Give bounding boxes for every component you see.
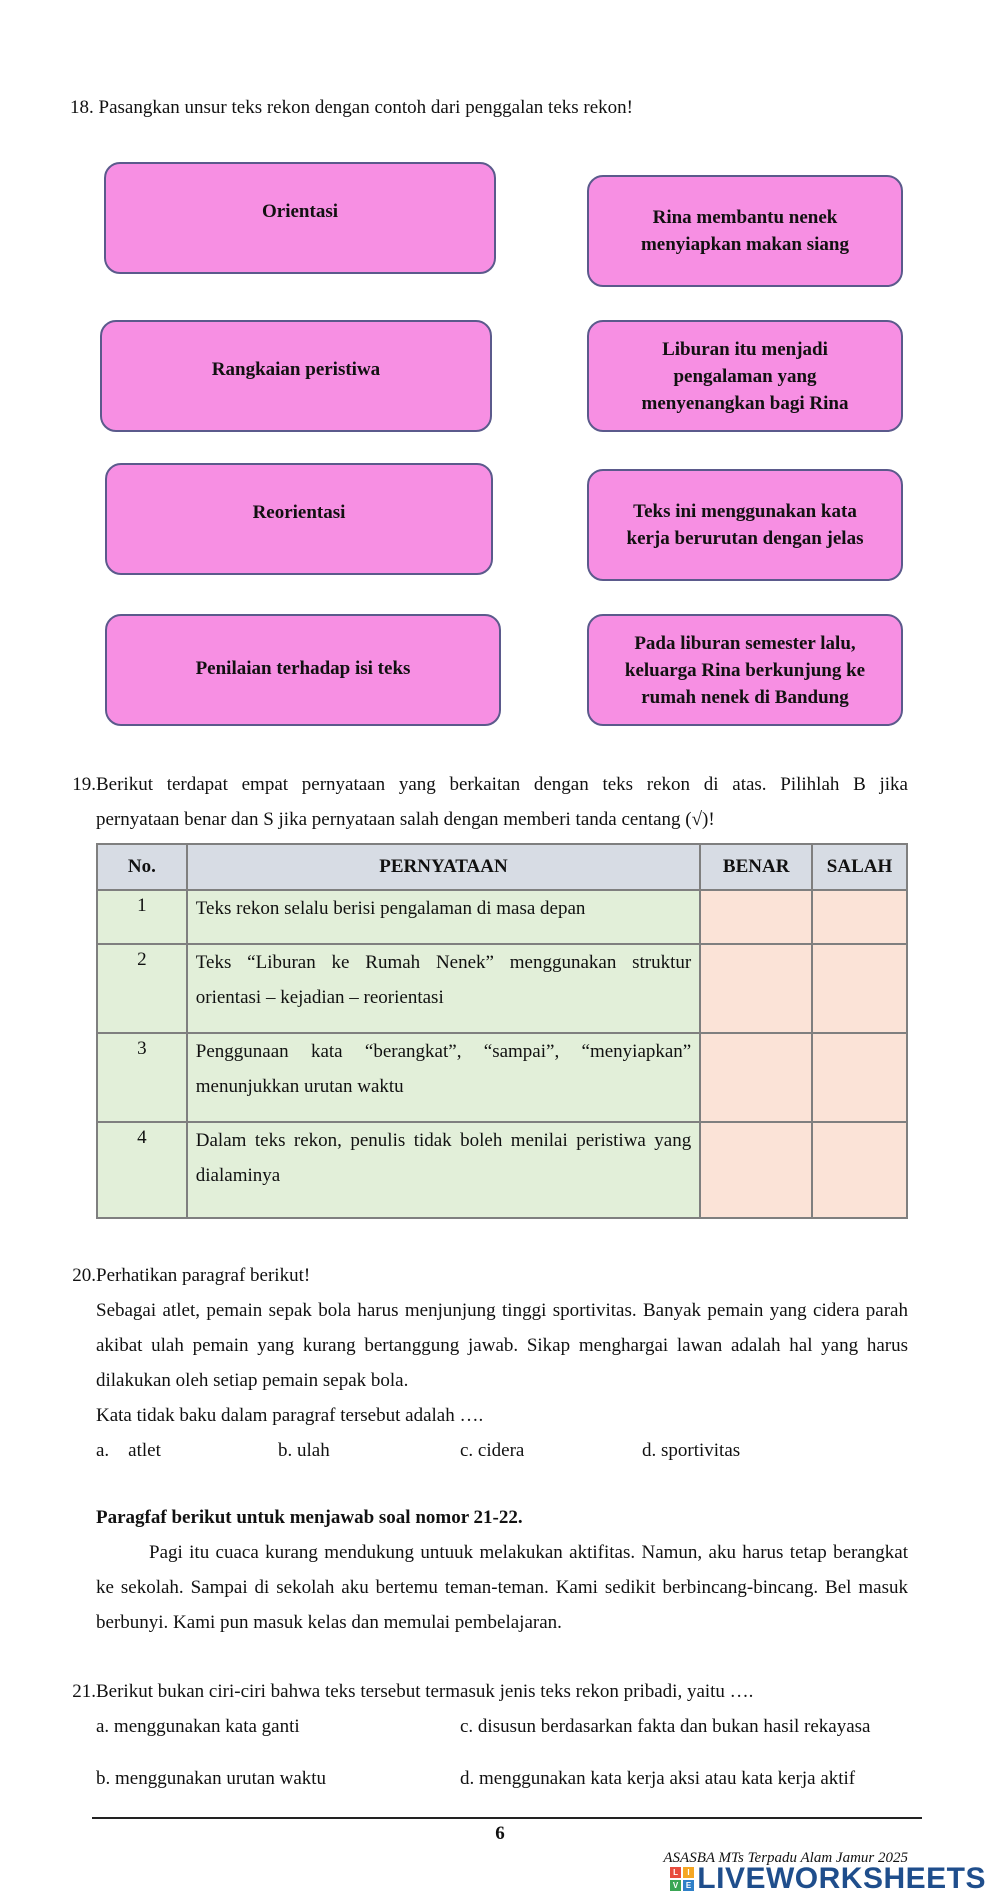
header-statement: PERNYATAAN <box>187 844 700 890</box>
option-b[interactable]: b. ulah <box>278 1440 330 1461</box>
row-statement: Teks rekon selalu berisi pengalaman di masa depan <box>187 890 700 944</box>
question-20 <box>62 1258 908 1468</box>
match-left-penilaian[interactable]: Penilaian terhadap isi teks <box>105 614 501 726</box>
options-row <box>96 1433 908 1468</box>
match-left-rangkaian-peristiwa[interactable]: Rangkaian peristiwa <box>100 320 492 432</box>
header-salah: SALAH <box>812 844 907 890</box>
passage-heading: Paragfaf berikut untuk menjawab soal nomor 21-22. <box>96 1507 523 1528</box>
brand-name: LIVEWORKSHEETS <box>697 1862 986 1895</box>
salah-cell[interactable] <box>812 1033 907 1122</box>
question-prompt: Pasangkan unsur teks rekon dengan contoh dari penggalan teks rekon! <box>98 97 633 118</box>
salah-cell[interactable] <box>812 890 907 944</box>
row-statement: Teks “Liburan ke Rumah Nenek” menggunakan struktur orientasi – kejadian – reorientasi <box>187 944 700 1033</box>
question-21 <box>62 1674 908 1794</box>
question-18 <box>70 90 633 125</box>
option-c[interactable]: c. cidera <box>460 1440 525 1461</box>
logo-letter: L <box>670 1867 681 1878</box>
question-number: 21. <box>72 1681 96 1702</box>
paragraph: Sebagai atlet, pemain sepak bola harus menjunjung tinggi sportivitas. Banyak pemain yang cidera parah akibat ulah pemain yang kurang bertanggung jawab. Sikap menghargai lawan adalah hal yang harus dilakukan oleh setiap pemain sepak bola. <box>96 1300 908 1391</box>
question-19 <box>62 767 908 837</box>
option-a[interactable]: a. atlet <box>96 1440 161 1461</box>
question-number: 19. <box>72 774 96 795</box>
benar-cell[interactable] <box>700 1033 812 1122</box>
table-row <box>97 1122 907 1218</box>
salah-cell[interactable] <box>812 1122 907 1218</box>
logo-letter: V <box>670 1880 681 1891</box>
header-benar: BENAR <box>700 844 812 890</box>
table-header-row <box>97 844 907 890</box>
row-number: 3 <box>97 1033 187 1122</box>
row-number: 4 <box>97 1122 187 1218</box>
option-d[interactable]: d. sportivitas <box>642 1440 741 1461</box>
match-right-4[interactable]: Pada liburan semester lalu, keluarga Rina berkunjung ke rumah nenek di Bandung <box>587 614 903 726</box>
table-row <box>97 1033 907 1122</box>
benar-cell[interactable] <box>700 1122 812 1218</box>
school-footer: ASASBA MTs Terpadu Alam Jamur 2025 <box>663 1850 908 1866</box>
benar-cell[interactable] <box>700 944 812 1033</box>
passage-text: Pagi itu cuaca kurang mendukung untuuk melakukan aktifitas. Namun, aku harus tetap berangkat ke sekolah. Sampai di sekolah aku bertemu teman-teman. Kami sedikit berbincang-bincang. Bel masuk berbunyi. Kami pun masuk kelas dan memulai pembelajaran. <box>96 1542 908 1633</box>
row-number: 1 <box>97 890 187 944</box>
page-number: 6 <box>495 1823 505 1844</box>
table-row <box>97 944 907 1033</box>
footer-divider <box>92 1817 922 1819</box>
salah-cell[interactable] <box>812 944 907 1033</box>
statement-table <box>96 843 908 1219</box>
question-prompt: Berikut bukan ciri-ciri bahwa teks tersebut termasuk jenis teks rekon pribadi, yaitu …. <box>96 1681 754 1702</box>
live-logo-icon <box>670 1867 694 1891</box>
row-statement: Dalam teks rekon, penulis tidak boleh menilai peristiwa yang dialaminya <box>187 1122 700 1218</box>
benar-cell[interactable] <box>700 890 812 944</box>
question-prompt-line1: Berikut terdapat empat pernyataan yang berkaitan dengan teks rekon di atas. Pilihlah B jika <box>96 774 908 795</box>
question-number: 18. <box>70 97 94 118</box>
row-statement: Penggunaan kata “berangkat”, “sampai”, “menyiapkan” menunjukkan urutan waktu <box>187 1033 700 1122</box>
option-b[interactable]: b. menggunakan urutan waktu <box>96 1768 327 1789</box>
question-text: Kata tidak baku dalam paragraf tersebut adalah …. <box>96 1405 484 1426</box>
question-prompt: Perhatikan paragraf berikut! <box>96 1265 311 1286</box>
option-d[interactable]: d. menggunakan kata kerja aksi atau kata kerja aktif <box>460 1768 856 1789</box>
row-number: 2 <box>97 944 187 1033</box>
passage <box>96 1500 908 1640</box>
logo-letter: I <box>683 1867 694 1878</box>
match-left-orientasi[interactable]: Orientasi <box>104 162 496 274</box>
question-number: 20. <box>72 1265 96 1286</box>
logo-letter: E <box>683 1880 694 1891</box>
table-row <box>97 890 907 944</box>
match-right-1[interactable]: Rina membantu nenek menyiapkan makan siang <box>587 175 903 287</box>
option-a[interactable]: a. menggunakan kata ganti <box>96 1716 300 1737</box>
match-left-reorientasi[interactable]: Reorientasi <box>105 463 493 575</box>
match-right-2[interactable]: Liburan itu menjadi pengalaman yang menyenangkan bagi Rina <box>587 320 903 432</box>
question-prompt-line2: pernyataan benar dan S jika pernyataan salah dengan memberi tanda centang (√)! <box>96 809 715 830</box>
liveworksheets-logo <box>670 1862 986 1896</box>
header-no: No. <box>97 844 187 890</box>
match-right-3[interactable]: Teks ini menggunakan kata kerja berurutan dengan jelas <box>587 469 903 581</box>
option-c[interactable]: c. disusun berdasarkan fakta dan bukan hasil rekayasa <box>460 1716 871 1737</box>
